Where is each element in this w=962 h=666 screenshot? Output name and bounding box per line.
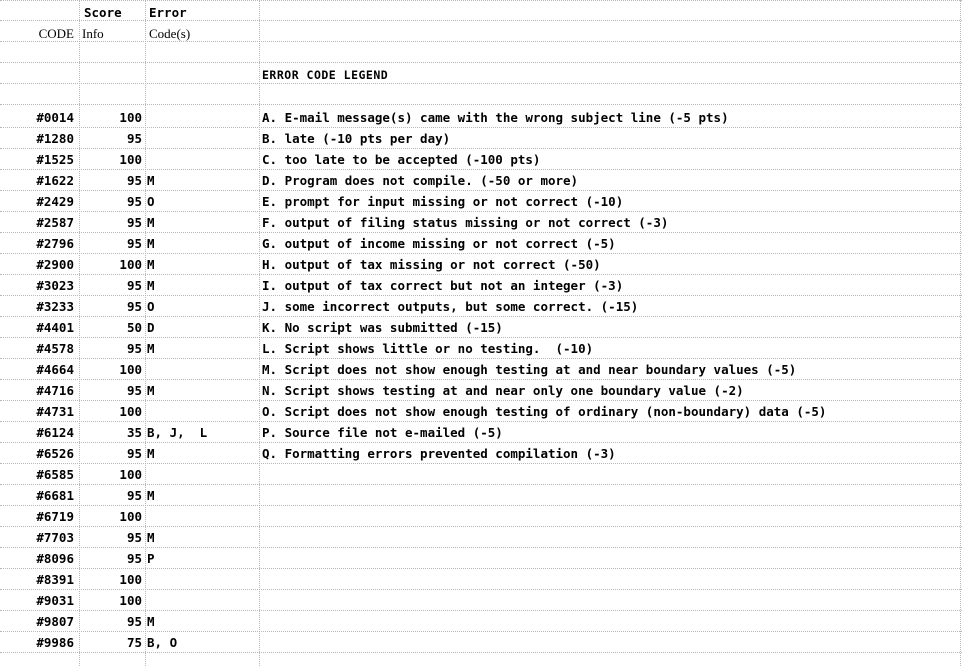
error-codes-cell [147,506,257,527]
error-codes-cell: B, J, L [147,425,208,440]
code-cell: #6124 [36,425,74,440]
score-cell: 100 [119,404,142,419]
score-cell: 95 [126,299,142,314]
score-cell: 95 [126,236,142,251]
row-divider [0,127,962,128]
score-cell: 95 [126,278,142,293]
code-cell: #7703 [36,530,74,545]
row-divider [0,568,962,569]
row-divider [0,631,962,632]
legend-cell [262,506,962,527]
row-divider [0,295,962,296]
score-cell: 100 [119,467,142,482]
header-code: CODE [38,26,74,41]
error-codes-cell: M [147,173,155,188]
row-divider [0,463,962,464]
header-codes: Code(s) [149,26,191,41]
score-cell: 95 [126,614,142,629]
legend-cell: H. output of tax missing or not correct (-50) [262,257,601,272]
legend-cell: I. output of tax correct but not an integer (-3) [262,278,624,293]
row-divider [0,83,962,84]
row-divider [0,274,962,275]
legend-cell: P. Source file not e-mailed (-5) [262,425,503,440]
row-divider [0,104,962,105]
error-codes-cell: M [147,530,155,545]
error-codes-cell: M [147,257,155,272]
score-cell: 95 [126,530,142,545]
error-codes-cell: O [147,299,155,314]
code-cell: #3023 [36,278,74,293]
score-cell: 95 [126,173,142,188]
score-cell: 95 [126,488,142,503]
score-cell: 100 [119,593,142,608]
code-cell: #2587 [36,215,74,230]
error-codes-cell: O [147,194,155,209]
code-cell: #6719 [36,509,74,524]
code-cell: #4731 [36,404,74,419]
error-codes-cell: D [147,320,155,335]
error-codes-cell: M [147,236,155,251]
code-cell: #2429 [36,194,74,209]
error-codes-cell [147,107,257,128]
legend-cell: G. output of income missing or not correct (-5) [262,236,616,251]
legend-cell [262,548,962,569]
score-cell: 100 [119,152,142,167]
error-codes-cell: B, O [147,635,178,650]
score-cell: 95 [126,131,142,146]
legend-cell: Q. Formatting errors prevented compilation (-3) [262,446,616,461]
row-divider [0,442,962,443]
row-divider [0,0,962,1]
score-cell: 100 [119,509,142,524]
legend-cell: N. Script shows testing at and near only one boundary value (-2) [262,383,744,398]
legend-cell [262,464,962,485]
row-divider [0,358,962,359]
error-codes-cell: M [147,488,155,503]
score-cell: 95 [126,215,142,230]
legend-cell: M. Script does not show enough testing at and near boundary values (-5) [262,362,797,377]
code-cell: #4401 [36,320,74,335]
row-divider [0,232,962,233]
code-cell: #6681 [36,488,74,503]
legend-cell: J. some incorrect outputs, but some correct. (-15) [262,299,639,314]
code-cell: #8391 [36,572,74,587]
code-cell: #1525 [36,152,74,167]
row-divider [0,62,962,63]
code-cell: #9031 [36,593,74,608]
row-divider [0,148,962,149]
row-divider [0,652,962,653]
row-divider [0,316,962,317]
code-cell: #4716 [36,383,74,398]
code-cell: #9807 [36,614,74,629]
code-cell: #1622 [36,173,74,188]
row-divider [0,610,962,611]
legend-cell [262,590,962,611]
legend-cell [262,569,962,590]
row-divider [0,400,962,401]
code-cell: #8096 [36,551,74,566]
row-divider [0,20,962,21]
error-codes-cell: M [147,614,155,629]
score-cell: 100 [119,362,142,377]
error-codes-cell [147,128,257,149]
row-divider [0,169,962,170]
error-codes-cell [147,464,257,485]
score-cell: 95 [126,341,142,356]
row-divider [0,421,962,422]
error-codes-cell: M [147,278,155,293]
code-cell: #6585 [36,467,74,482]
legend-cell: C. too late to be accepted (-100 pts) [262,152,541,167]
row-divider [0,526,962,527]
legend-cell: D. Program does not compile. (-50 or more) [262,173,579,188]
legend-cell: E. prompt for input missing or not correct (-10) [262,194,624,209]
row-divider [0,337,962,338]
legend-cell: L. Script shows little or no testing. (-10) [262,341,594,356]
code-cell: #3233 [36,299,74,314]
score-cell: 75 [126,635,142,650]
score-cell: 100 [119,572,142,587]
legend-title: ERROR CODE LEGEND [262,68,389,82]
error-codes-cell: M [147,383,155,398]
legend-cell [262,611,962,632]
legend-cell: A. E-mail message(s) came with the wrong subject line (-5 pts) [262,110,729,125]
error-codes-cell [147,359,257,380]
score-cell: 100 [119,257,142,272]
row-divider [0,190,962,191]
code-cell: #0014 [36,110,74,125]
error-codes-cell: M [147,215,155,230]
score-cell: 95 [126,446,142,461]
legend-cell [262,527,962,548]
code-cell: #9986 [36,635,74,650]
code-cell: #1280 [36,131,74,146]
score-cell: 95 [126,383,142,398]
error-codes-cell [147,590,257,611]
code-cell: #6526 [36,446,74,461]
column-divider [145,0,146,666]
legend-cell: F. output of filing status missing or not correct (-3) [262,215,669,230]
header-score: Score [84,5,122,20]
legend-cell: B. late (-10 pts per day) [262,131,451,146]
row-divider [0,379,962,380]
row-divider [0,484,962,485]
code-cell: #2900 [36,257,74,272]
code-cell: #4664 [36,362,74,377]
row-divider [0,505,962,506]
code-cell: #4578 [36,341,74,356]
row-divider [0,547,962,548]
row-divider [0,253,962,254]
legend-cell [262,632,962,653]
score-cell: 35 [126,425,142,440]
row-divider [0,41,962,42]
error-codes-cell: P [147,551,155,566]
score-cell: 95 [126,194,142,209]
score-cell: 50 [126,320,142,335]
score-cell: 100 [119,110,142,125]
legend-cell [262,485,962,506]
legend-cell: O. Script does not show enough testing of ordinary (non-boundary) data (-5) [262,404,827,419]
code-cell: #2796 [36,236,74,251]
error-codes-cell [147,569,257,590]
header-error: Error [149,5,187,20]
error-codes-cell: M [147,341,155,356]
error-codes-cell: M [147,446,155,461]
score-cell: 95 [126,551,142,566]
error-codes-cell [147,401,257,422]
legend-cell: K. No script was submitted (-15) [262,320,503,335]
column-divider [259,0,260,666]
error-codes-cell [147,149,257,170]
row-divider [0,211,962,212]
row-divider [0,589,962,590]
header-info: Info [82,26,104,41]
